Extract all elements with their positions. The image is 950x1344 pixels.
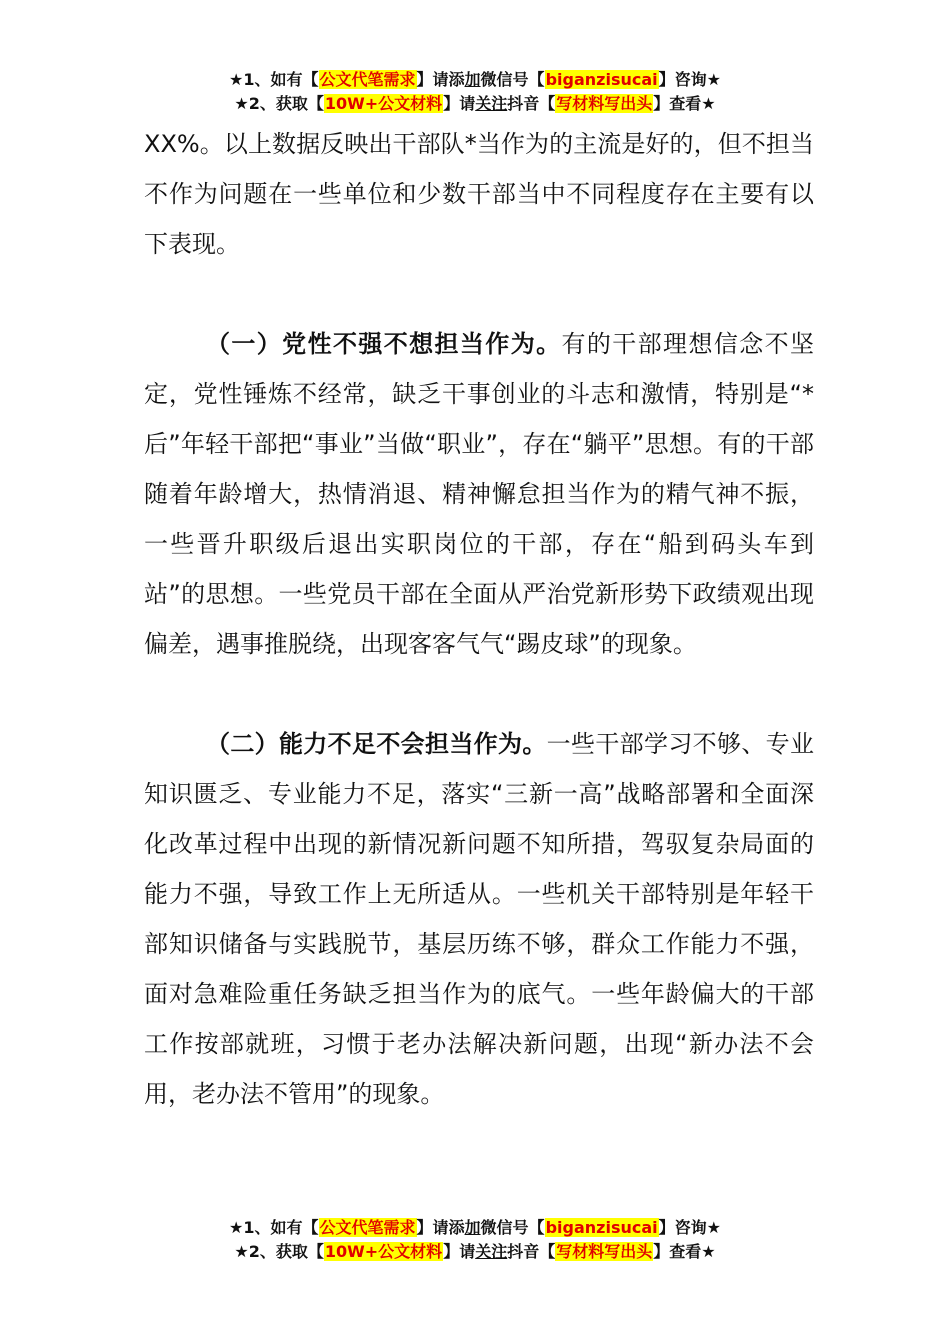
footer-highlight-materials: 10W+公文材料 bbox=[324, 1242, 443, 1261]
section-paragraph-1 bbox=[144, 319, 814, 669]
footer-banner bbox=[0, 1216, 950, 1264]
highlight-wechat-id: biganzisucai bbox=[545, 70, 658, 89]
footer-highlight-douyin-account: 写材料写出头 bbox=[556, 1242, 653, 1261]
highlight-douyin-account: 写材料写出头 bbox=[556, 94, 653, 113]
banner-line-1: ★1、如有【公文代笔需求】请添加微信号【biganzisucai】咨询★ bbox=[229, 70, 721, 89]
banner-line-2: ★2、获取【10W+公文材料】请关注抖音【写材料写出头】查看★ bbox=[234, 94, 716, 113]
footer-banner-line-2: ★2、获取【10W+公文材料】请关注抖音【写材料写出头】查看★ bbox=[234, 1242, 716, 1261]
section-heading-1: （一）党性不强不想担当作为。 bbox=[206, 330, 562, 358]
continuation-paragraph: XX%。以上数据反映出干部队*当作为的主流是好的，但不担当不作为问题在一些单位和少数干部当中不同程度存在主要有以下表现。 bbox=[144, 130, 814, 258]
footer-banner-line-1: ★1、如有【公文代笔需求】请添加微信号【biganzisucai】咨询★ bbox=[229, 1218, 721, 1237]
highlight-ghostwriting: 公文代笔需求 bbox=[319, 70, 416, 89]
section-text-1: 有的干部理想信念不坚定，党性锤炼不经常，缺乏干事创业的斗志和激情，特别是“*后”年轻干部把“事业”当做“职业”，存在“躺平”思想。有的干部随着年龄增大，热情消退、精神懈怠担当作为的精气神不振，一些晋升职级后退出实职岗位的干部，存在“船到码头车到站”的思想。一些党员干部在全面从严治党新形势下政绩观出现偏差，遇事推脱绕，出现客客气气“踢皮球”的现象。 bbox=[144, 330, 815, 658]
footer-highlight-wechat-id: biganzisucai bbox=[545, 1218, 658, 1237]
footer-highlight-ghostwriting: 公文代笔需求 bbox=[319, 1218, 416, 1237]
section-heading-2: （二）能力不足不会担当作为。 bbox=[206, 730, 547, 758]
highlight-materials: 10W+公文材料 bbox=[324, 94, 443, 113]
section-text-2: 一些干部学习不够、专业知识匮乏、专业能力不足，落实“三新一高”战略部署和全面深化改革过程中出现的新情况新问题不知所措，驾驭复杂局面的能力不强，导致工作上无所适从。一些机关干部特别是年轻干部知识储备与实践脱节，基层历练不够，群众工作能力不强，面对急难险重任务缺乏担当作为的底气。一些年龄偏大的干部工作按部就班，习惯于老办法解决新问题，出现“新办法不会用，老办法不管用”的现象。 bbox=[144, 730, 815, 1108]
header-banner bbox=[0, 68, 950, 116]
section-paragraph-2 bbox=[144, 719, 814, 1119]
document-body bbox=[144, 119, 814, 1119]
